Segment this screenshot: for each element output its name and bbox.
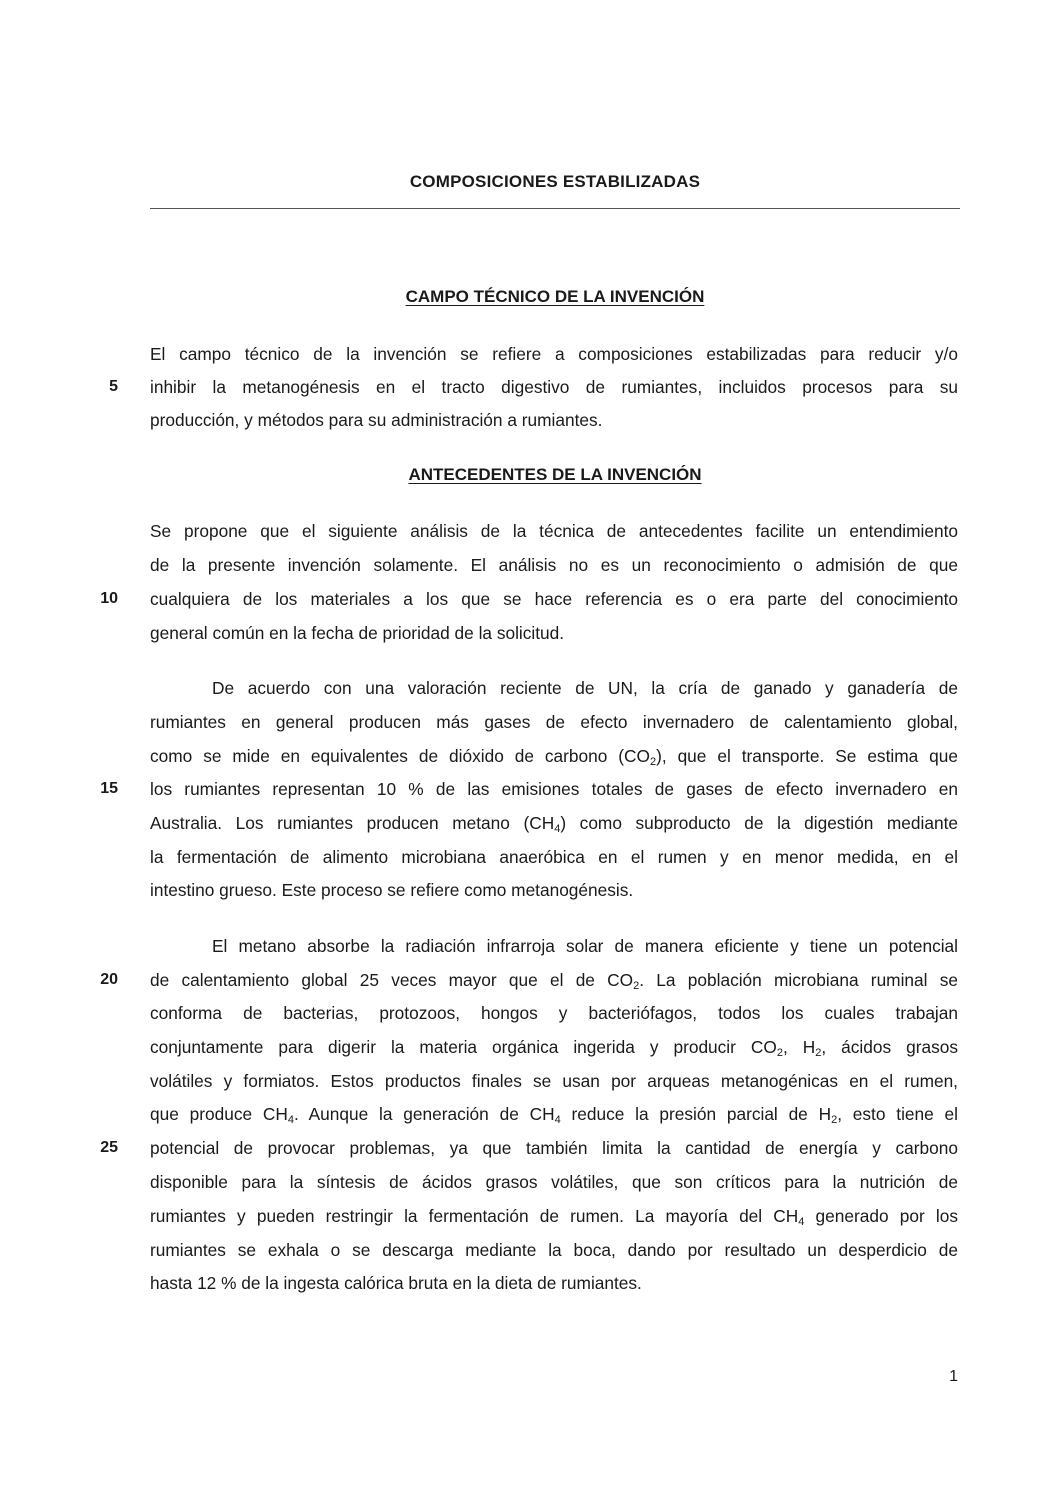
- text-line: conjuntamente para digerir la materia orgánica ingerida y producir $CO_2$, $H_2$, ácidos grasos: [150, 1037, 958, 1059]
- line-number-15: 15: [100, 780, 118, 797]
- text-line: rumiantes en general producen más gases de efecto invernadero de calentamiento global,: [150, 712, 958, 732]
- text-line: intestino grueso. Este proceso se refiere como metanogénesis.: [150, 880, 634, 900]
- line-number-20: 20: [100, 971, 118, 988]
- section-heading-campo-tecnico: CAMPO TÉCNICO DE LA INVENCIÓN: [405, 287, 705, 306]
- text-line: El campo técnico de la invención se refiere a composiciones estabilizadas para reducir y/o: [150, 344, 958, 364]
- section-heading-antecedentes: ANTECEDENTES DE LA INVENCIÓN: [408, 465, 702, 484]
- text-line: El metano absorbe la radiación infrarroja solar de manera eficiente y tiene un potencial: [212, 936, 958, 956]
- text-line: la fermentación de alimento microbiana anaeróbica en el rumen y en menor medida, en el: [150, 847, 958, 867]
- text-line: De acuerdo con una valoración reciente de UN, la cría de ganado y ganadería de: [212, 678, 958, 698]
- text-line: conforma de bacterias, protozoos, hongos y bacteriófagos, todos los cuales trabajan: [150, 1003, 958, 1023]
- text-line: de calentamiento global 25 veces mayor que el de $CO_2$. La población microbiana ruminal se: [150, 970, 958, 992]
- text-line: rumiantes y pueden restringir la fermentación de rumen. La mayoría del $CH_4$ generado por los: [150, 1206, 958, 1228]
- text-line: como se mide en equivalentes de dióxido de carbono $(CO_2)$, que el transporte. Se estima que: [150, 746, 958, 768]
- title-divider: [150, 208, 960, 209]
- text-line: potencial de provocar problemas, ya que también limita la cantidad de energía y carbono: [150, 1138, 958, 1158]
- document-title: COMPOSICIONES ESTABILIZADAS: [409, 172, 701, 191]
- text-line: Australia. Los rumiantes producen metano $(CH_4)$ como subproducto de la digestión mediante: [150, 813, 959, 835]
- text-line: general común en la fecha de prioridad de la solicitud.: [150, 623, 565, 643]
- line-number-25: 25: [100, 1139, 118, 1156]
- text-line: rumiantes se exhala o se descarga mediante la boca, dando por resultado un desperdicio de: [150, 1240, 958, 1260]
- text-line: que produce $CH_4$. Aunque la generación de $CH_4$ reduce la presión parcial de $H_2$, esto tiene el: [150, 1104, 958, 1126]
- line-number-10: 10: [100, 590, 118, 607]
- text-line: inhibir la metanogénesis en el tracto digestivo de rumiantes, incluidos procesos para su: [150, 377, 958, 397]
- text-line: de la presente invención solamente. El análisis no es un reconocimiento o admisión de que: [150, 555, 958, 575]
- line-number-5: 5: [109, 378, 118, 395]
- text-line: cualquiera de los materiales a los que se hace referencia es o era parte del conocimiento: [150, 589, 958, 609]
- text-line: hasta 12 % de la ingesta calórica bruta en la dieta de rumiantes.: [150, 1273, 642, 1293]
- text-line: Se propone que el siguiente análisis de la técnica de antecedentes facilite un entendimiento: [150, 521, 958, 541]
- page-number: 1: [949, 1368, 958, 1385]
- text-line: los rumiantes representan 10 % de las emisiones totales de gases de efecto invernadero en: [150, 779, 958, 799]
- text-line: producción, y métodos para su administración a rumiantes.: [150, 410, 603, 430]
- text-line: disponible para la síntesis de ácidos grasos volátiles, que son críticos para la nutrición de: [150, 1172, 958, 1192]
- text-line: volátiles y formiatos. Estos productos finales se usan por arqueas metanogénicas en el rumen,: [150, 1071, 958, 1091]
